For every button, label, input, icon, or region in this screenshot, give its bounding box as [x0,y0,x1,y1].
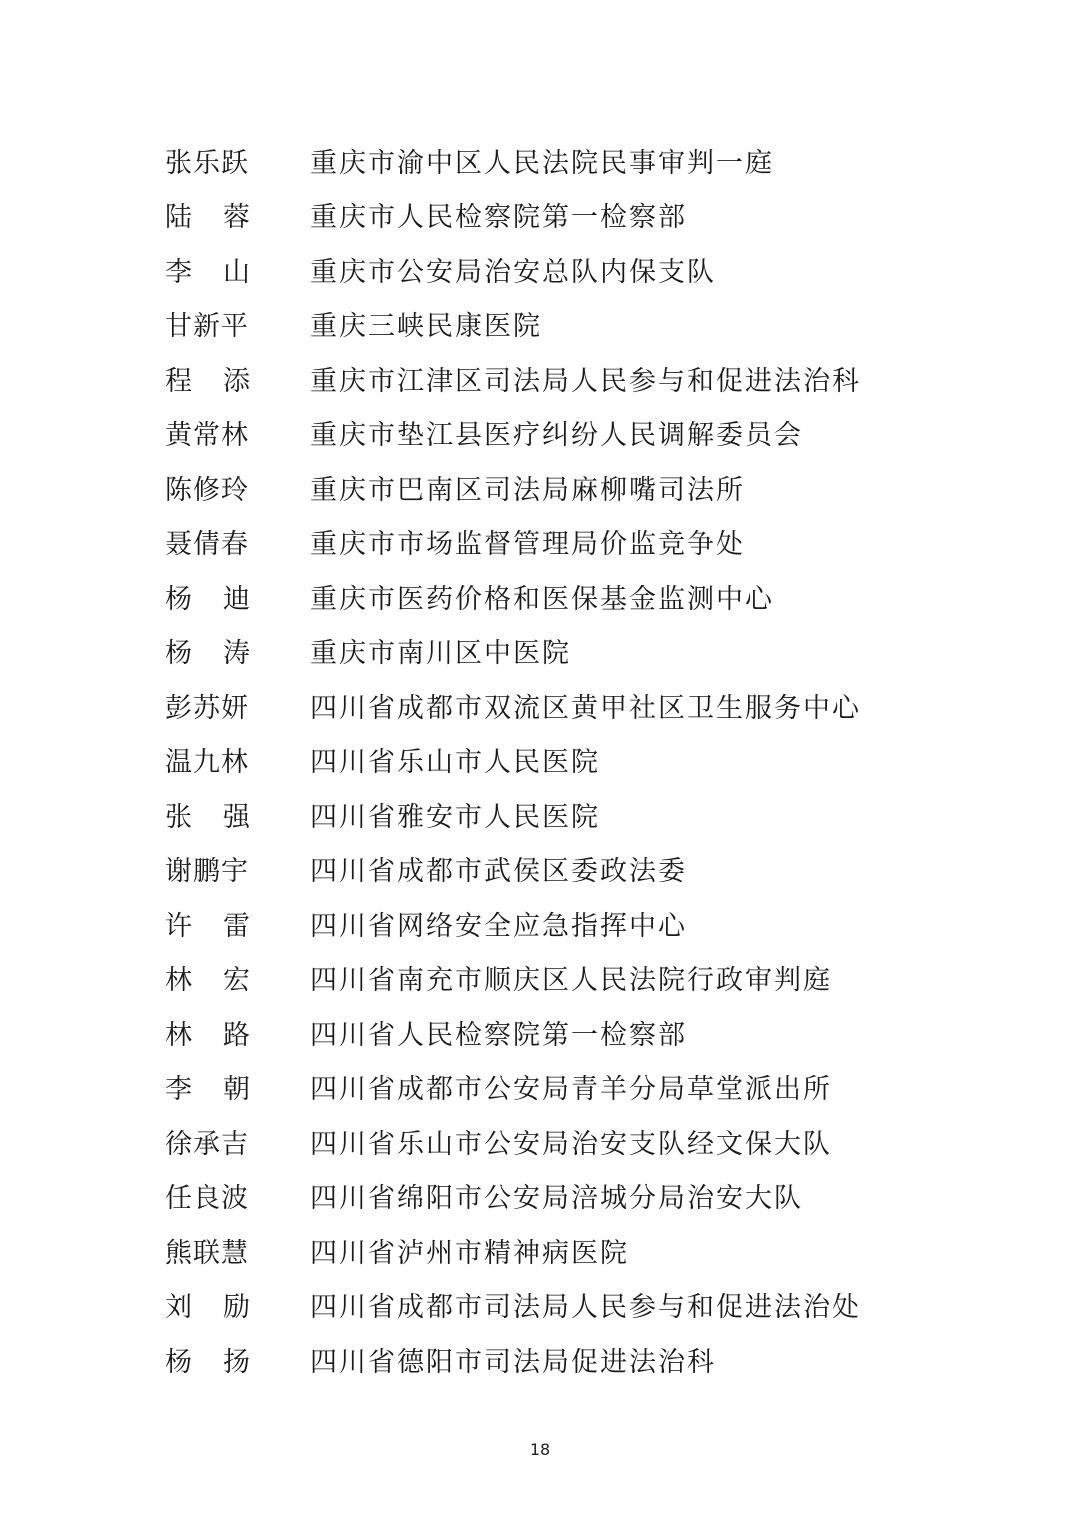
list-item [165,899,925,954]
list-item [165,845,925,900]
list-item [165,136,925,191]
organization: 重庆市公安局治安总队内保支队 [310,256,716,288]
person-name: 程添 [165,365,281,397]
person-name: 温九林 [165,747,249,779]
person-name: 徐承吉 [165,1128,249,1160]
organization: 重庆市医药价格和医保基金监测中心 [310,583,774,615]
person-name: 张强 [165,801,281,833]
organization: 四川省人民检察院第一检察部 [310,1019,687,1051]
list-item [165,681,925,736]
list-item [165,572,925,627]
person-name: 许雷 [165,910,281,942]
organization: 重庆市渝中区人民法院民事审判一庭 [310,147,774,179]
list-item [165,954,925,1009]
organization: 重庆市江津区司法局人民参与和促进法治科 [310,365,861,397]
organization: 四川省乐山市公安局治安支队经文保大队 [310,1128,832,1160]
person-name: 聂倩春 [165,529,249,561]
list-item [165,1281,925,1336]
list-item [165,409,925,464]
list-item [165,191,925,246]
person-name: 彭苏妍 [165,692,249,724]
person-name: 杨迪 [165,583,281,615]
organization: 四川省成都市司法局人民参与和促进法治处 [310,1292,861,1324]
person-name: 陈修玲 [165,474,249,506]
person-name: 张乐跃 [165,147,249,179]
list-item [165,1063,925,1118]
person-name: 陆蓉 [165,202,281,234]
organization: 四川省德阳市司法局促进法治科 [310,1346,716,1378]
list-item [165,1008,925,1063]
organization: 重庆市南川区中医院 [310,638,571,670]
organization: 四川省成都市武侯区委政法委 [310,856,687,888]
organization: 重庆市人民检察院第一检察部 [310,202,687,234]
list-item [165,736,925,791]
person-name: 黄常林 [165,420,249,452]
awardee-list [165,136,925,1390]
organization: 四川省乐山市人民医院 [310,747,600,779]
page-number: 18 [529,1440,551,1459]
list-item [165,1335,925,1390]
person-name: 李朝 [165,1074,281,1106]
person-name: 熊联慧 [165,1237,249,1269]
person-name: 杨涛 [165,638,281,670]
organization: 四川省泸州市精神病医院 [310,1237,629,1269]
list-item [165,1226,925,1281]
person-name: 李山 [165,256,281,288]
person-name: 任良波 [165,1183,249,1215]
organization: 四川省成都市双流区黄甲社区卫生服务中心 [310,692,861,724]
list-item [165,790,925,845]
person-name: 林宏 [165,965,281,997]
organization: 重庆市巴南区司法局麻柳嘴司法所 [310,474,745,506]
list-item [165,463,925,518]
organization: 重庆市市场监督管理局价监竞争处 [310,529,745,561]
organization: 四川省绵阳市公安局涪城分局治安大队 [310,1183,803,1215]
person-name: 杨扬 [165,1346,281,1378]
person-name: 甘新平 [165,311,249,343]
person-name: 林路 [165,1019,281,1051]
list-item [165,1172,925,1227]
list-item [165,245,925,300]
list-item [165,354,925,409]
organization: 重庆三峡民康医院 [310,311,542,343]
list-item [165,518,925,573]
organization: 重庆市垫江县医疗纠纷人民调解委员会 [310,420,803,452]
person-name: 谢鹏宇 [165,856,249,888]
organization: 四川省雅安市人民医院 [310,801,600,833]
organization: 四川省成都市公安局青羊分局草堂派出所 [310,1074,832,1106]
organization: 四川省网络安全应急指挥中心 [310,910,687,942]
list-item [165,627,925,682]
person-name: 刘励 [165,1292,281,1324]
list-item [165,1117,925,1172]
organization: 四川省南充市顺庆区人民法院行政审判庭 [310,965,832,997]
list-item [165,300,925,355]
